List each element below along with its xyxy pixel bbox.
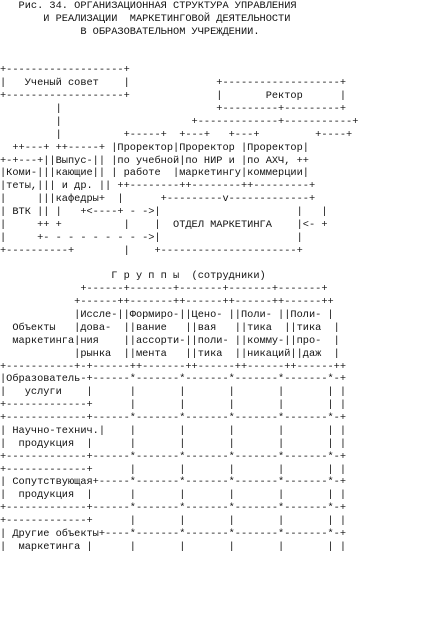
diagram-line — [0, 39, 421, 52]
diagram-line: |рынка ||мента ||тика ||никаций||даж | — [0, 347, 340, 360]
diagram-line: | +- - - - - - - - ->| | — [0, 231, 303, 244]
diagram-line: +-+---+||Выпус-|| |по учебной|по НИР и |по АХЧ, ++ — [0, 154, 309, 167]
diagram-line: В ОБРАЗОВАТЕЛЬНОМ УЧРЕЖДЕНИИ. — [0, 25, 260, 38]
diagram-line: | продукция | | | | | | | — [0, 437, 347, 450]
diagram-line: |Образователь-+------*-------*-------*-------*-------*-+ — [0, 373, 347, 386]
diagram-line: +------++-------++------++------++------++ — [0, 296, 334, 309]
diagram-line: |Коми-|||кающие|| | работе |маркетингу|коммерции| — [0, 167, 309, 180]
diagram-line: | Научно-технич.| | | | | | | — [0, 424, 347, 437]
diagram-line: |теты,||| и др. || ++--------++--------++---------+ — [0, 180, 316, 193]
diagram-line: +----------+ | +----------------------+ — [0, 244, 303, 257]
diagram-line: ++---+ ++-----+ |Проректор|Проректор |Проректор| — [0, 141, 309, 154]
diagram-line: +-------------------+ — [0, 64, 130, 77]
diagram-line: Объекты |дова- ||вание ||вая ||тика ||тика | — [0, 321, 340, 334]
diagram-line: | Сопутствующая+-----*-------*-------*-------*-------*-+ — [0, 476, 347, 489]
diagram-line: | Другие объекты+----*-------*-------*-------*-------*-+ — [0, 527, 347, 540]
diagram-line — [0, 52, 421, 65]
diagram-line: И РЕАЛИЗАЦИИ МАРКЕТИНГОВОЙ ДЕЯТЕЛЬНОСТИ — [0, 12, 291, 25]
diagram-line: | |||кафедры+ | +---------v-------------+ — [0, 193, 316, 206]
diagram-line — [0, 258, 421, 271]
diagram-line: | продукция | | | | | | | — [0, 489, 347, 502]
diagram-line: +-------------+ | | | | | | — [0, 515, 347, 527]
diagram-line: |Иссле-||Формиро-||Цено- ||Поли- ||Поли- | — [0, 309, 334, 321]
diagram-line: | +-----+ +---+ +---+ +----+ — [0, 128, 353, 141]
diagram-line: маркетинга|ния ||ассорти-||поли- ||комму-||про- | — [0, 334, 340, 347]
diagram-line: | маркетинга | | | | | | | — [0, 540, 347, 553]
diagram-line: | Ученый совет | +-------------------+ — [0, 77, 347, 90]
diagram-line: | +-------------+-----------+ — [0, 115, 359, 128]
diagram-line: +-------------------+ | Ректор | — [0, 90, 347, 103]
diagram-line: +-------------+------*-------*-------*-------*-------*-+ — [0, 502, 347, 515]
diagram-line: | услуги | | | | | | | — [0, 386, 347, 399]
diagram-line: Г р у п п ы (сотрудники) — [0, 270, 266, 283]
diagram-line: | ++ + | | ОТДЕЛ МАРКЕТИНГА |<- + — [0, 218, 328, 231]
diagram-line: +------+-------+-------+-------+-------+ — [0, 283, 328, 296]
diagram-line: +-------------+------*-------*-------*-------*-------*-+ — [0, 450, 347, 463]
diagram-line: | ВТК || | +<----+ - ->| | | — [0, 206, 328, 218]
diagram-line: +-------------+------*-------*-------*-------*-------*-+ — [0, 412, 347, 424]
diagram-line: Рис. 34. ОРГАНИЗАЦИОННАЯ СТРУКТУРА УПРАВЛЕНИЯ — [0, 0, 297, 12]
diagram-line: +-------------+ | | | | | | — [0, 463, 347, 476]
diagram-line: | +---------+---------+ — [0, 103, 347, 115]
diagram-line: +-----------+-+------++-------++------++------++------++ — [0, 360, 347, 373]
diagram-line: +-------------+ | | | | | | — [0, 399, 347, 412]
